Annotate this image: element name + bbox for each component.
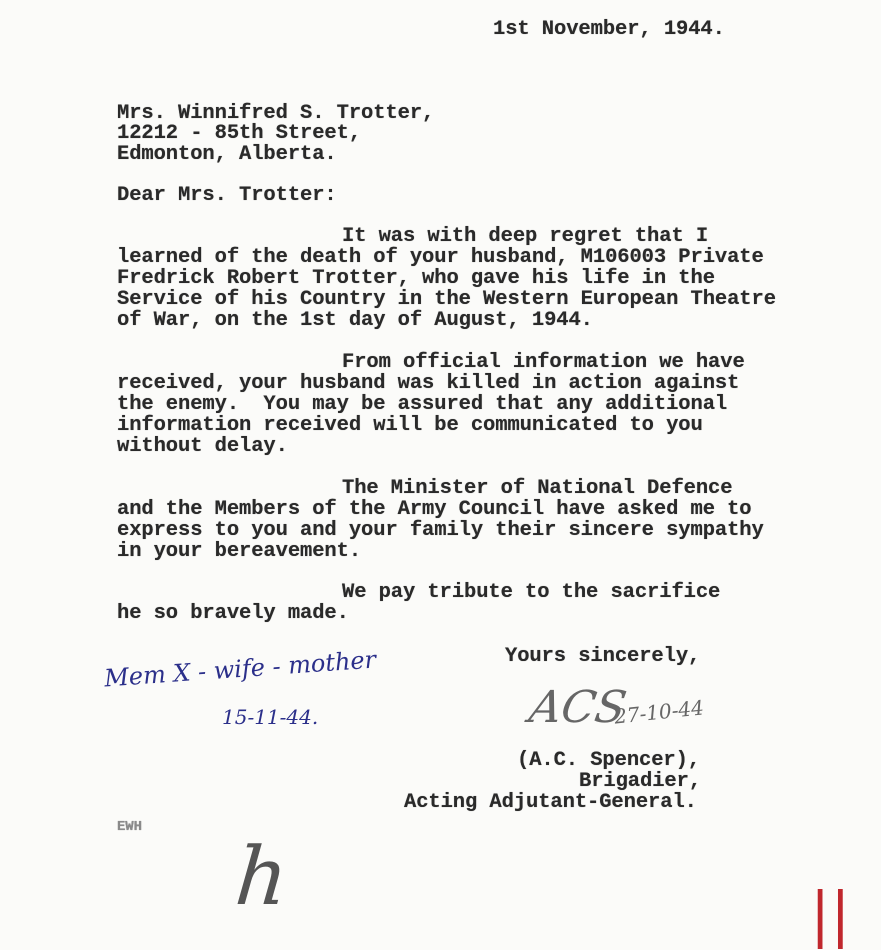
- letter-date: 1st November, 1944.: [493, 18, 725, 41]
- handwritten-note: Mem X - wife - mother: [103, 645, 377, 693]
- address-line: 12212 - 85th Street,: [117, 122, 362, 145]
- signature-date: 27-10-44: [612, 695, 705, 729]
- body-line: We pay tribute to the sacrifice: [342, 581, 721, 604]
- body-line: Fredrick Robert Trotter, who gave his life in the: [117, 267, 715, 290]
- signer-title: Acting Adjutant-General.: [404, 791, 697, 814]
- signer-rank: Brigadier,: [579, 770, 702, 793]
- body-line: Service of his Country in the Western European Theatre: [117, 288, 776, 311]
- signer-name: (A.C. Spencer),: [517, 749, 701, 772]
- red-pen-marks: ||: [810, 880, 851, 950]
- body-line: learned of the death of your husband, M106003 Private: [117, 246, 764, 269]
- typist-initials: EWH: [117, 819, 142, 835]
- body-line: received, your husband was killed in action against: [117, 372, 740, 395]
- body-line: in your bereavement.: [117, 540, 362, 563]
- handwritten-initial: h: [231, 830, 292, 923]
- body-line: information received will be communicated to you: [117, 414, 703, 437]
- body-line: without delay.: [117, 435, 288, 458]
- body-line: It was with deep regret that I: [342, 225, 709, 248]
- body-line: the enemy. You may be assured that any additional: [117, 393, 728, 416]
- body-line: express to you and your family their sincere sympathy: [117, 519, 764, 542]
- handwritten-note-date: 15-11-44.: [222, 705, 319, 729]
- body-line: he so bravely made.: [117, 602, 349, 625]
- body-line: and the Members of the Army Council have asked me to: [117, 498, 752, 521]
- body-line: of War, on the 1st day of August, 1944.: [117, 309, 593, 332]
- body-line: From official information we have: [342, 351, 745, 374]
- closing: Yours sincerely,: [505, 645, 701, 668]
- address-line: Mrs. Winnifred S. Trotter,: [117, 102, 435, 125]
- body-line: The Minister of National Defence: [342, 477, 733, 500]
- address-line: Edmonton, Alberta.: [117, 143, 337, 166]
- salutation: Dear Mrs. Trotter:: [117, 184, 337, 207]
- signature: ACS: [525, 682, 631, 733]
